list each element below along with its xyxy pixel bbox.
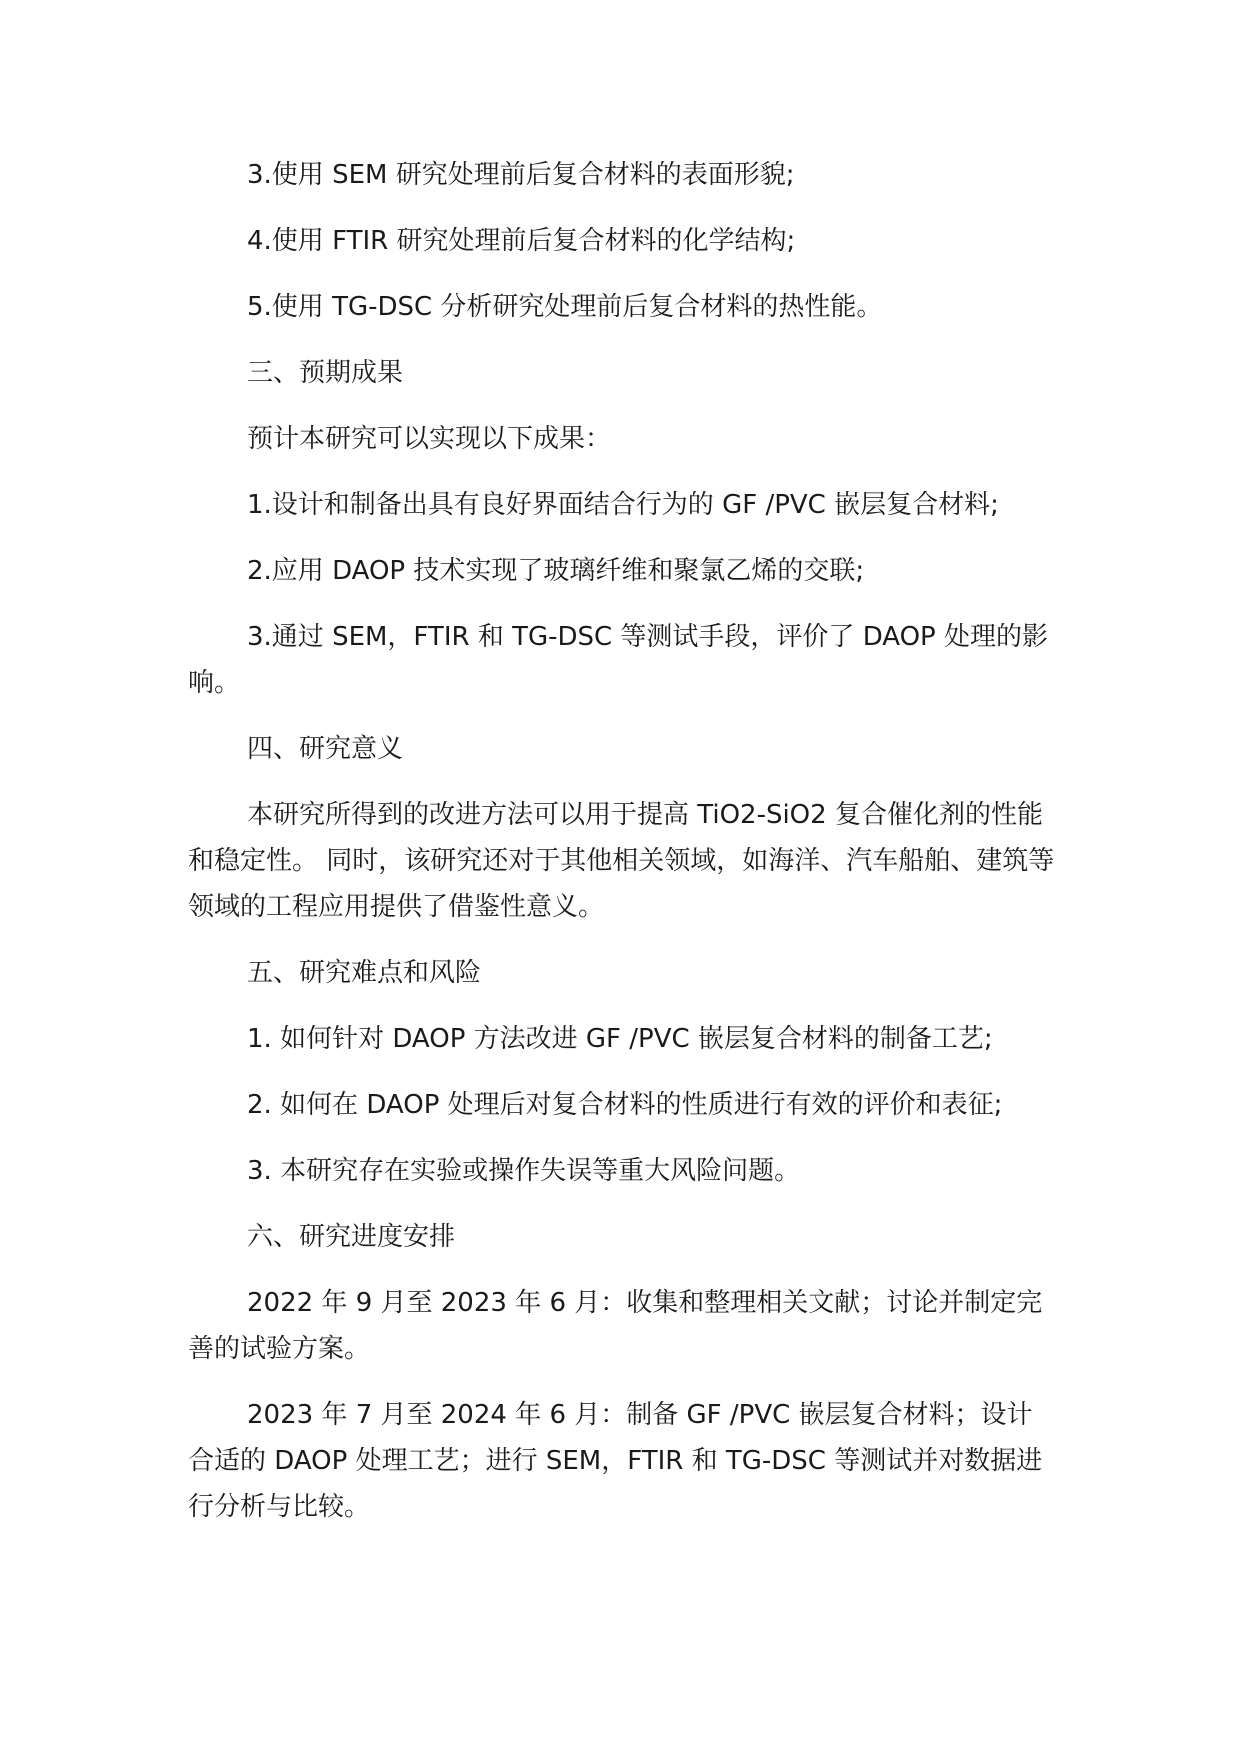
difficulty-item-2: 2. 如何在 DAOP 处理后对复合材料的性质进行有效的评价和表征; (247, 1090, 1003, 1120)
result-item-1: 1.设计和制备出具有良好界面结合行为的 GF /PVC 嵌层复合材料; (247, 490, 999, 520)
section-heading-schedule: 六、研究进度安排 (247, 1222, 456, 1252)
difficulty-item-1: 1. 如何针对 DAOP 方法改进 GF /PVC 嵌层复合材料的制备工艺; (247, 1024, 993, 1054)
schedule-item-2: 2023 年 7 月至 2024 年 6 月：制备 GF /PVC 嵌层复合材料；设计合适的 DAOP 处理工艺；进行 SEM，FTIR 和 TG-DSC 等测试并对数据进行分析与比较。 (188, 1400, 1043, 1522)
list-item-sem: 3.使用 SEM 研究处理前后复合材料的表面形貌; (247, 160, 795, 190)
section-heading-expected-results: 三、预期成果 (247, 358, 404, 388)
list-item-tg-dsc: 5.使用 TG-DSC 分析研究处理前后复合材料的热性能。 (247, 292, 883, 322)
difficulty-item-3: 3. 本研究存在实验或操作失误等重大风险问题。 (247, 1156, 801, 1186)
schedule-item-1: 2022 年 9 月至 2023 年 6 月：收集和整理相关文献；讨论并制定完善的试验方案。 (188, 1288, 1043, 1364)
significance-paragraph: 本研究所得到的改进方法可以用于提高 TiO2-SiO2 复合催化剂的性能和稳定性。 同时，该研究还对于其他相关领域，如海洋、汽车船舶、建筑等领域的工程应用提供了借鉴性意义。 (188, 800, 1055, 922)
list-item-ftir: 4.使用 FTIR 研究处理前后复合材料的化学结构; (247, 226, 796, 256)
section-heading-difficulties: 五、研究难点和风险 (247, 958, 482, 988)
document-body (188, 152, 1058, 1550)
intro-expected-results: 预计本研究可以实现以下成果： (247, 424, 612, 454)
result-item-2: 2.应用 DAOP 技术实现了玻璃纤维和聚氯乙烯的交联; (247, 556, 865, 586)
result-item-3: 3.通过 SEM，FTIR 和 TG-DSC 等测试手段，评价了 DAOP 处理的影响。 (188, 622, 1048, 698)
section-heading-significance: 四、研究意义 (247, 734, 404, 764)
